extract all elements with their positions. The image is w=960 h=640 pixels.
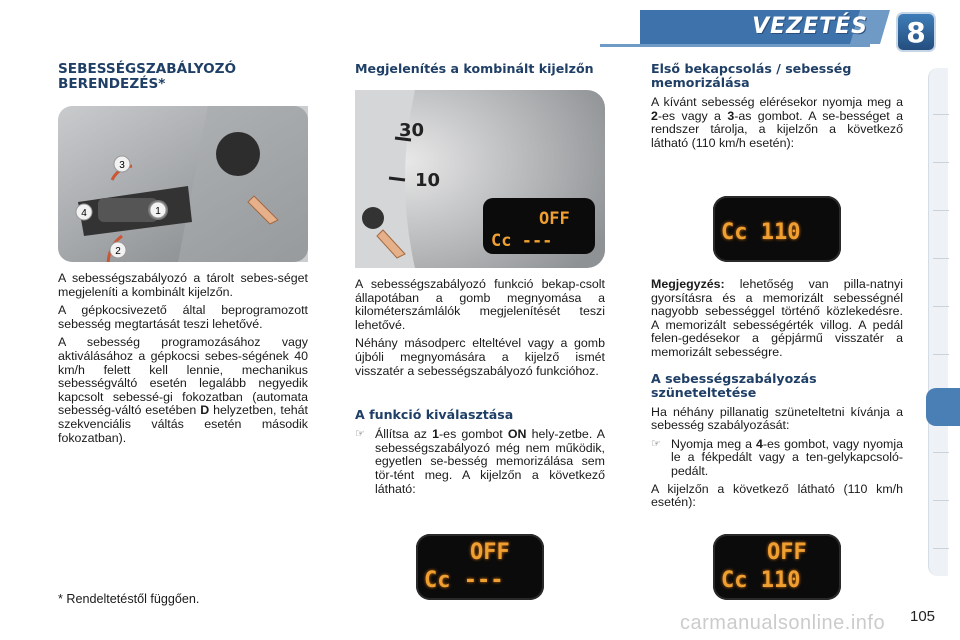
instrument-cluster-illustration — [355, 90, 605, 268]
page-number: 105 — [910, 608, 936, 625]
pointing-hand-icon: ☞ — [355, 428, 365, 441]
paragraph: A kijelzőn a következő látható (110 km/h esetén): — [651, 481, 903, 510]
paragraph: A gépkocsivezető által beprogramozott sebesség megtartását teszi lehetővé. — [58, 303, 308, 331]
paragraph: A sebesség programozásához vagy aktiválásához a gépkocsi sebes-ségének 40 km/h felett kell lennie, mechanikus sebességváltó esetén legalább negyedik kapcsolt sebessé-gi fokozatban (automata sebesség-váltó esetében D helyzetben, tehát szekvenciális váltás esetén második fokozatban). — [58, 335, 308, 445]
lcd-display-off — [416, 534, 544, 600]
callout-label: 1 — [155, 206, 161, 217]
column-first-activation-continued — [651, 278, 903, 515]
watermark: carmanualsonline.info — [680, 612, 886, 634]
column-first-activation — [651, 62, 903, 155]
stalk-illustration — [58, 106, 308, 262]
paragraph: A sebességszabályozó a tárolt sebes-séget megjeleníti a kombinált kijelzőn. — [58, 271, 308, 299]
pointing-hand-icon: ☞ — [651, 437, 661, 450]
side-tab-active[interactable] — [926, 388, 960, 426]
column-combined-display — [355, 62, 605, 496]
chapter-badge — [896, 12, 936, 52]
paragraph: Néhány másodperc elteltével vagy a gomb újbóli megnyomására a kijelző ismét visszatér a sebességszabályozó funkcióhoz. — [355, 336, 605, 378]
instruction-bullet: ☞ Állítsa az 1-es gombot ON hely-zetbe. A sebességszabályozó még nem működik, egyetlen se-besség memorizálása sem tör-tént meg. A kijelzőn a következő látható: — [355, 427, 605, 496]
section-title: SEBESSÉGSZABÁLYOZÓ BERENDEZÉS* — [58, 61, 237, 92]
display-line: OFF — [767, 540, 807, 565]
section-title: Első bekapcsolás / sebesség memorizálása — [651, 61, 852, 90]
lcd-display-paused — [713, 534, 841, 600]
callout-label: 4 — [81, 208, 87, 219]
lcd-display-memorized — [713, 196, 841, 262]
callout-label: 2 — [115, 246, 121, 257]
display-line: Cc 110 — [721, 220, 801, 245]
paragraph: A kívánt sebesség elérésekor nyomja meg a 2-es vagy a 3-as gombot. A se-bességet a rendszer tárolja, a kijelzőn a következő látható (110 km/h esetén): — [651, 95, 903, 150]
display-line: OFF — [539, 209, 570, 229]
display-line: Cc --- — [491, 231, 553, 251]
instruction-bullet: ☞ Nyomja meg a 4-es gombot, vagy nyomja le a fékpedált vagy a ten-gelykapcsoló-pedált. — [651, 436, 903, 478]
note-paragraph: Megjegyzés: lehetőség van pilla-natnyi gyorsításra és a memorizált sebességnél nagyobb sebességgel történő közlekedésre. A memorizált sebességérték villog. A pedál felen-gedésekor a gépjármű visszatér a memorizált sebességre. — [651, 277, 903, 359]
display-line: OFF — [470, 540, 510, 565]
subsection-title: A funkció kiválasztása — [355, 407, 514, 423]
column-cruise-control — [58, 62, 308, 450]
gauge-label: 10 — [415, 170, 441, 191]
gauge-label: 30 — [399, 120, 425, 141]
display-line: Cc --- — [424, 568, 504, 593]
callout-label: 3 — [119, 160, 125, 171]
paragraph: Ha néhány pillanatig szüneteltetni kívánja a sebesség szabályozását: — [651, 404, 903, 433]
subsection-title: A sebességszabályozás szüneteltetése — [651, 370, 817, 400]
paragraph: A sebességszabályozó funkció bekap-csolt állapotában a gomb megnyomása a kilométerszámlálók megjelenítését teszi lehetővé. — [355, 277, 605, 332]
section-title: Megjelenítés a kombinált kijelzőn — [355, 61, 594, 76]
footnote: * Rendeltetéstől függően. — [58, 592, 200, 606]
side-tab-strip[interactable] — [928, 68, 948, 576]
display-line: Cc 110 — [721, 568, 801, 593]
chapter-number: 8 — [906, 15, 926, 49]
chapter-title: VEZETÉS — [752, 14, 868, 39]
